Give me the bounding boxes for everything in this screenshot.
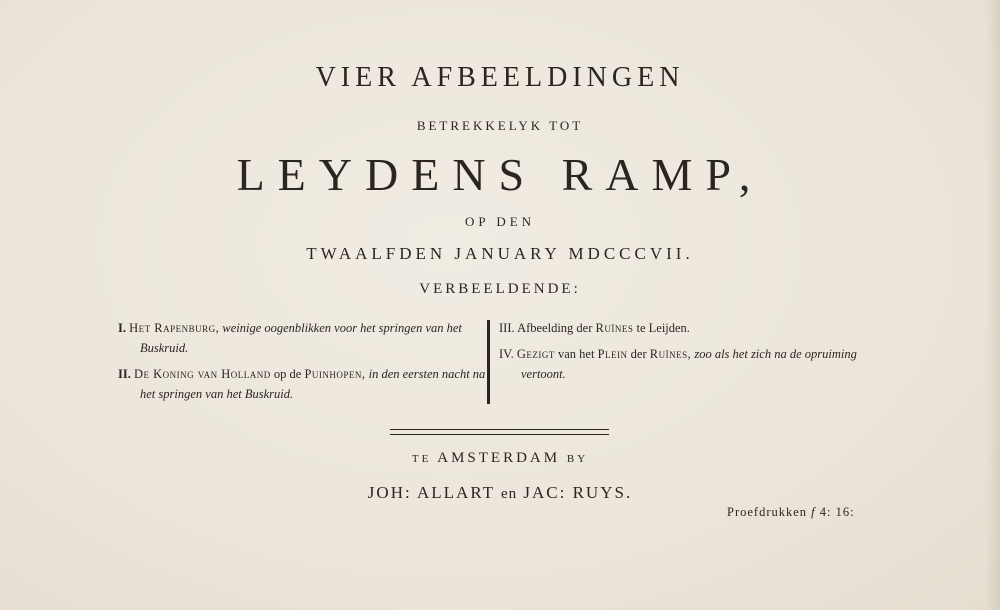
plate-tail: te Leijden. <box>636 321 690 335</box>
main-title: LEYDENS RAMP, <box>236 149 764 200</box>
column-divider <box>487 320 490 404</box>
plate-description: weinige oogenblikken voor het springen van het Buskruid. <box>140 321 462 355</box>
plate-caps-3: Ruïnes, <box>649 347 692 361</box>
plate-caps: Het Rapenburg, <box>129 321 220 335</box>
plate-entry-iii <box>497 318 877 338</box>
plate-connector: op de <box>273 367 302 381</box>
price-currency: f <box>811 505 816 519</box>
publisher-city-line <box>0 450 1000 467</box>
publisher-name-2: JAC: RUYS. <box>523 483 633 502</box>
double-rule-divider <box>390 429 609 435</box>
plates-right-column <box>497 318 877 390</box>
title-line-2: BETREKKELYK TOT <box>416 118 584 133</box>
plate-caps: De Koning van Holland <box>133 367 271 381</box>
plate-connector: van het <box>558 347 595 361</box>
date-line: TWAALFDEN JANUARY MDCCCVII. <box>306 244 694 263</box>
plate-description: zoo als het zich na de opruiming vertoont. <box>521 347 857 381</box>
title-line-4: OP DEN <box>464 214 536 229</box>
plate-number: I. <box>118 321 126 335</box>
plate-caps: Gezigt <box>516 347 555 361</box>
publisher-te: TE <box>411 453 432 465</box>
publisher-city: AMSTERDAM <box>437 450 561 466</box>
plate-number: IV. <box>499 347 514 361</box>
plate-text: Afbeelding der <box>517 321 593 335</box>
plate-caps-2: Puinhopen, <box>304 367 366 381</box>
plate-entry-ii <box>116 364 486 404</box>
plate-caps-2: Plein <box>597 347 628 361</box>
plate-caps: Ruïnes <box>595 321 634 335</box>
price-label: Proefdrukken <box>727 505 808 519</box>
price-amount: 4: 16: <box>819 505 855 519</box>
title-line-1: VIER AFBEELDINGEN <box>315 62 685 93</box>
plate-connector-2: der <box>630 347 647 361</box>
plate-entry-iv <box>497 344 877 384</box>
plate-number: III. <box>499 321 515 335</box>
plate-description: in den eersten nacht na het springen van het Buskruid. <box>140 367 486 401</box>
publisher-name-1: JOH: ALLART <box>367 483 495 502</box>
plate-number: II. <box>118 367 131 381</box>
publisher-by: BY <box>566 453 589 465</box>
publisher-en: en <box>500 486 518 502</box>
plates-left-column <box>116 318 486 410</box>
publisher-names-line <box>0 483 1000 503</box>
plate-entry-i <box>116 318 486 358</box>
price-note <box>727 505 855 520</box>
verbeelende-heading: VERBEELDENDE: <box>419 281 581 297</box>
